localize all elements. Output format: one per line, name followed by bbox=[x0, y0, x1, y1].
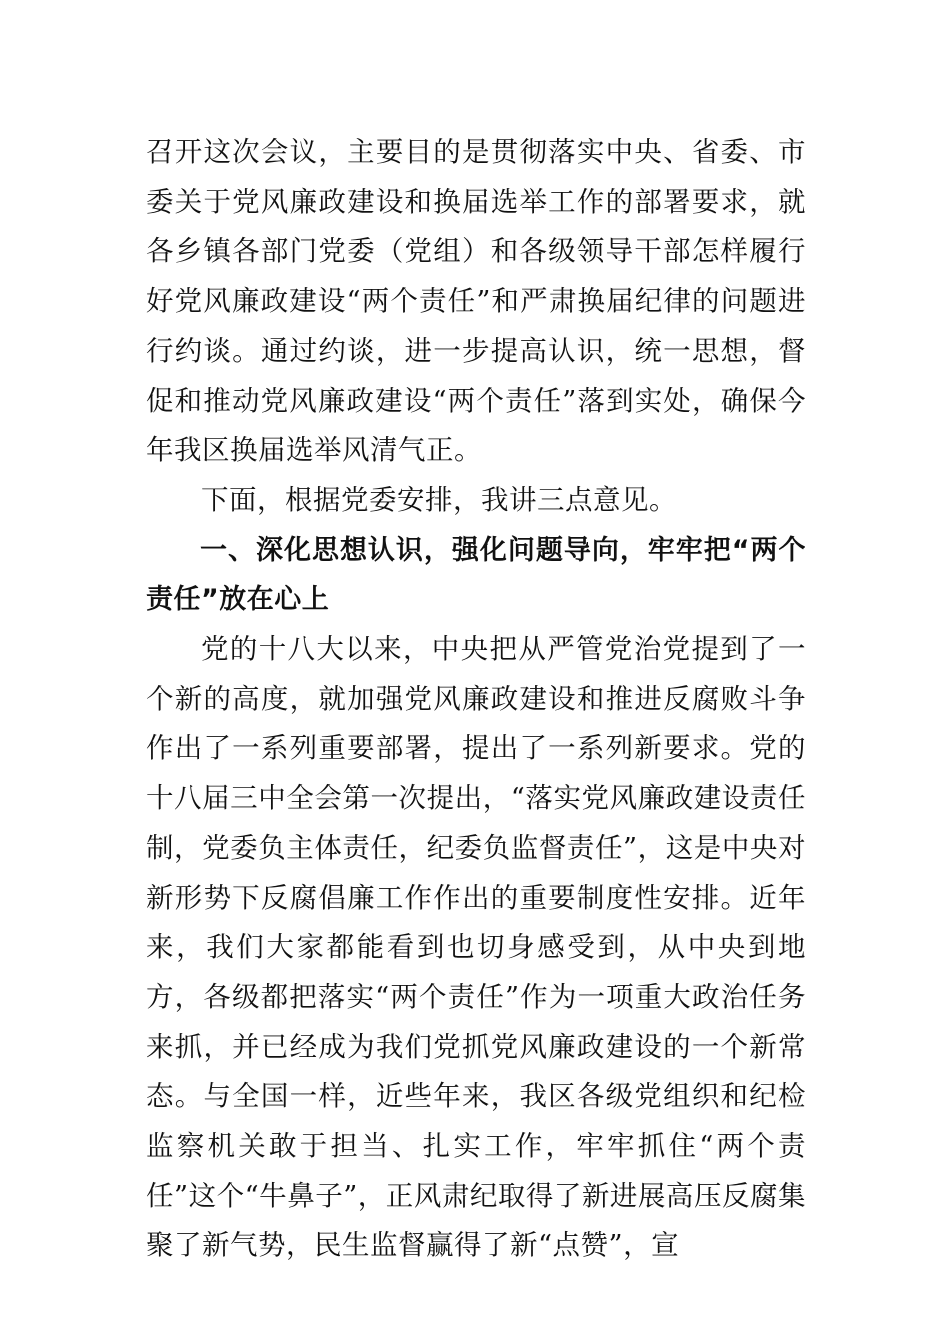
intro-paragraph: 召开这次会议，主要目的是贯彻落实中央、省委、市委关于党风廉政建设和换届选举工作的部署要求，就各乡镇各部门党委（党组）和各级领导干部怎样履行好党风廉政建设“两个责任”和严肃换届纪律的问题进行约谈。通过约谈，进一步提高认识，统一思想，督促和推动党风廉政建设“两个责任”落到实处，确保今年我区换届选举风清气正。 bbox=[146, 136, 806, 467]
section-body-paragraph: 党的十八大以来，中央把从严管党治党提到了一个新的高度，就加强党风廉政建设和推进反腐败斗争作出了一系列重要部署，提出了一系列新要求。党的十八届三中全会第一次提出，“落实党风廉政建设责任制，党委负主体责任，纪委负监督责任”，这是中央对新形势下反腐倡廉工作作出的重要制度性安排。近年来，我们大家都能看到也切身感受到，从中央到地方，各级都把落实“两个责任”作为一项重大政治任务来抓，并已经成为我们党抓党风廉政建设的一个新常态。与全国一样，近些年来，我区各级党组织和纪检监察机关敢于担当、扎实工作，牢牢抓住“两个责任”这个“牛鼻子”，正风肃纪取得了新进展高压反腐集聚了新气势，民生监督赢得了新“点赞”，宣 bbox=[146, 633, 806, 1262]
section-heading: 一、深化思想认识，强化问题导向，牢牢把“两个责任”放在心上 bbox=[146, 534, 806, 616]
document-body bbox=[146, 128, 806, 1271]
transition-paragraph: 下面，根据党委安排，我讲三点意见。 bbox=[201, 483, 677, 516]
